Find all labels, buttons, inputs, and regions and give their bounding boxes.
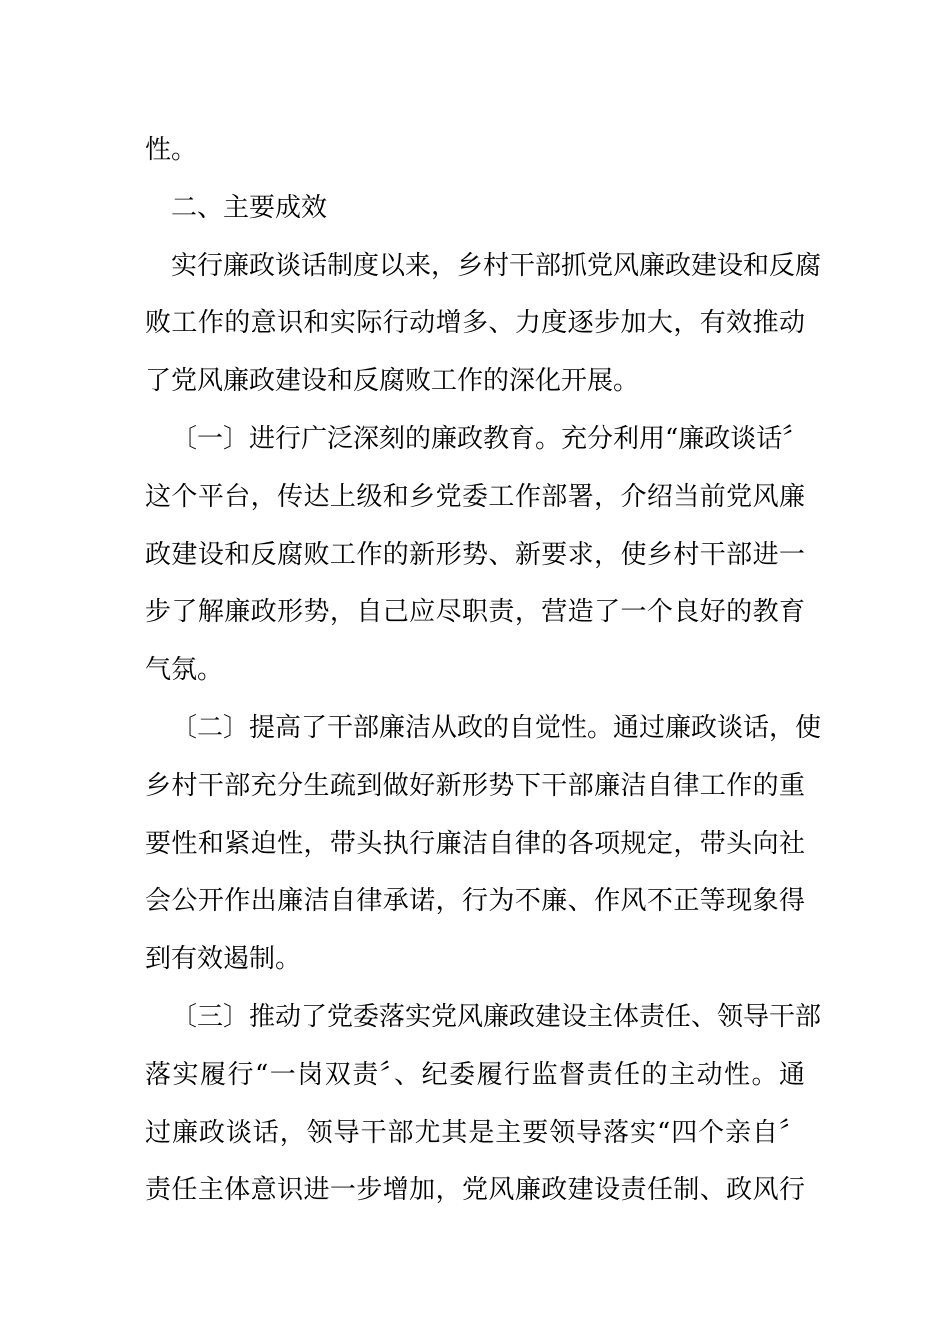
paragraph-line: 气氛。 [145, 655, 224, 686]
paragraph-line: 〔二〕提高了干部廉洁从政的自觉性。通过廉政谈话，使 [171, 712, 822, 743]
document-body [145, 122, 822, 1220]
section-heading: 二、主要成效 [171, 192, 328, 223]
paragraph-line: 这个平台，传达上级和乡党委工作部署，介绍当前党风廉 [145, 481, 805, 512]
paragraph-line: 实行廉政谈话制度以来，乡村干部抓党风廉政建设和反腐 [171, 250, 822, 281]
paragraph-line: 败工作的意识和实际行动增多、力度逐步加大，有效推动 [145, 308, 805, 339]
paragraph-line: 〔一〕进行广泛深刻的廉政教育。充分利用“廉政谈话〞 [171, 423, 809, 454]
paragraph-line: 性。 [145, 135, 198, 165]
paragraph-line: 过廉政谈话，领导干部尤其是主要领导落实“四个亲自〞 [145, 1117, 805, 1148]
paragraph-line: 步了解廉政形势，自己应尽职责，营造了一个良好的教育 [145, 597, 805, 628]
paragraph-line: 政建设和反腐败工作的新形势、新要求，使乡村干部进一 [145, 539, 805, 570]
paragraph-line: 会公开作出廉洁自律承诺，行为不廉、作风不正等现象得 [145, 886, 805, 917]
paragraph-line: 要性和紧迫性，带头执行廉洁自律的各项规定，带头向社 [145, 828, 805, 859]
paragraph-line: 到有效遏制。 [145, 944, 302, 975]
paragraph-line: 了党风廉政建设和反腐败工作的深化开展。 [145, 366, 640, 397]
paragraph-line: 乡村干部充分生疏到做好新形势下干部廉洁自律工作的重 [145, 770, 805, 801]
paragraph-line: 责任主体意识进一步增加，党风廉政建设责任制、政风行 [145, 1175, 805, 1206]
paragraph-line: 落实履行“一岗双责〞、纪委履行监督责任的主动性。通 [145, 1059, 805, 1090]
paragraph-line: 〔三〕推动了党委落实党风廉政建设主体责任、领导干部 [171, 1001, 822, 1032]
